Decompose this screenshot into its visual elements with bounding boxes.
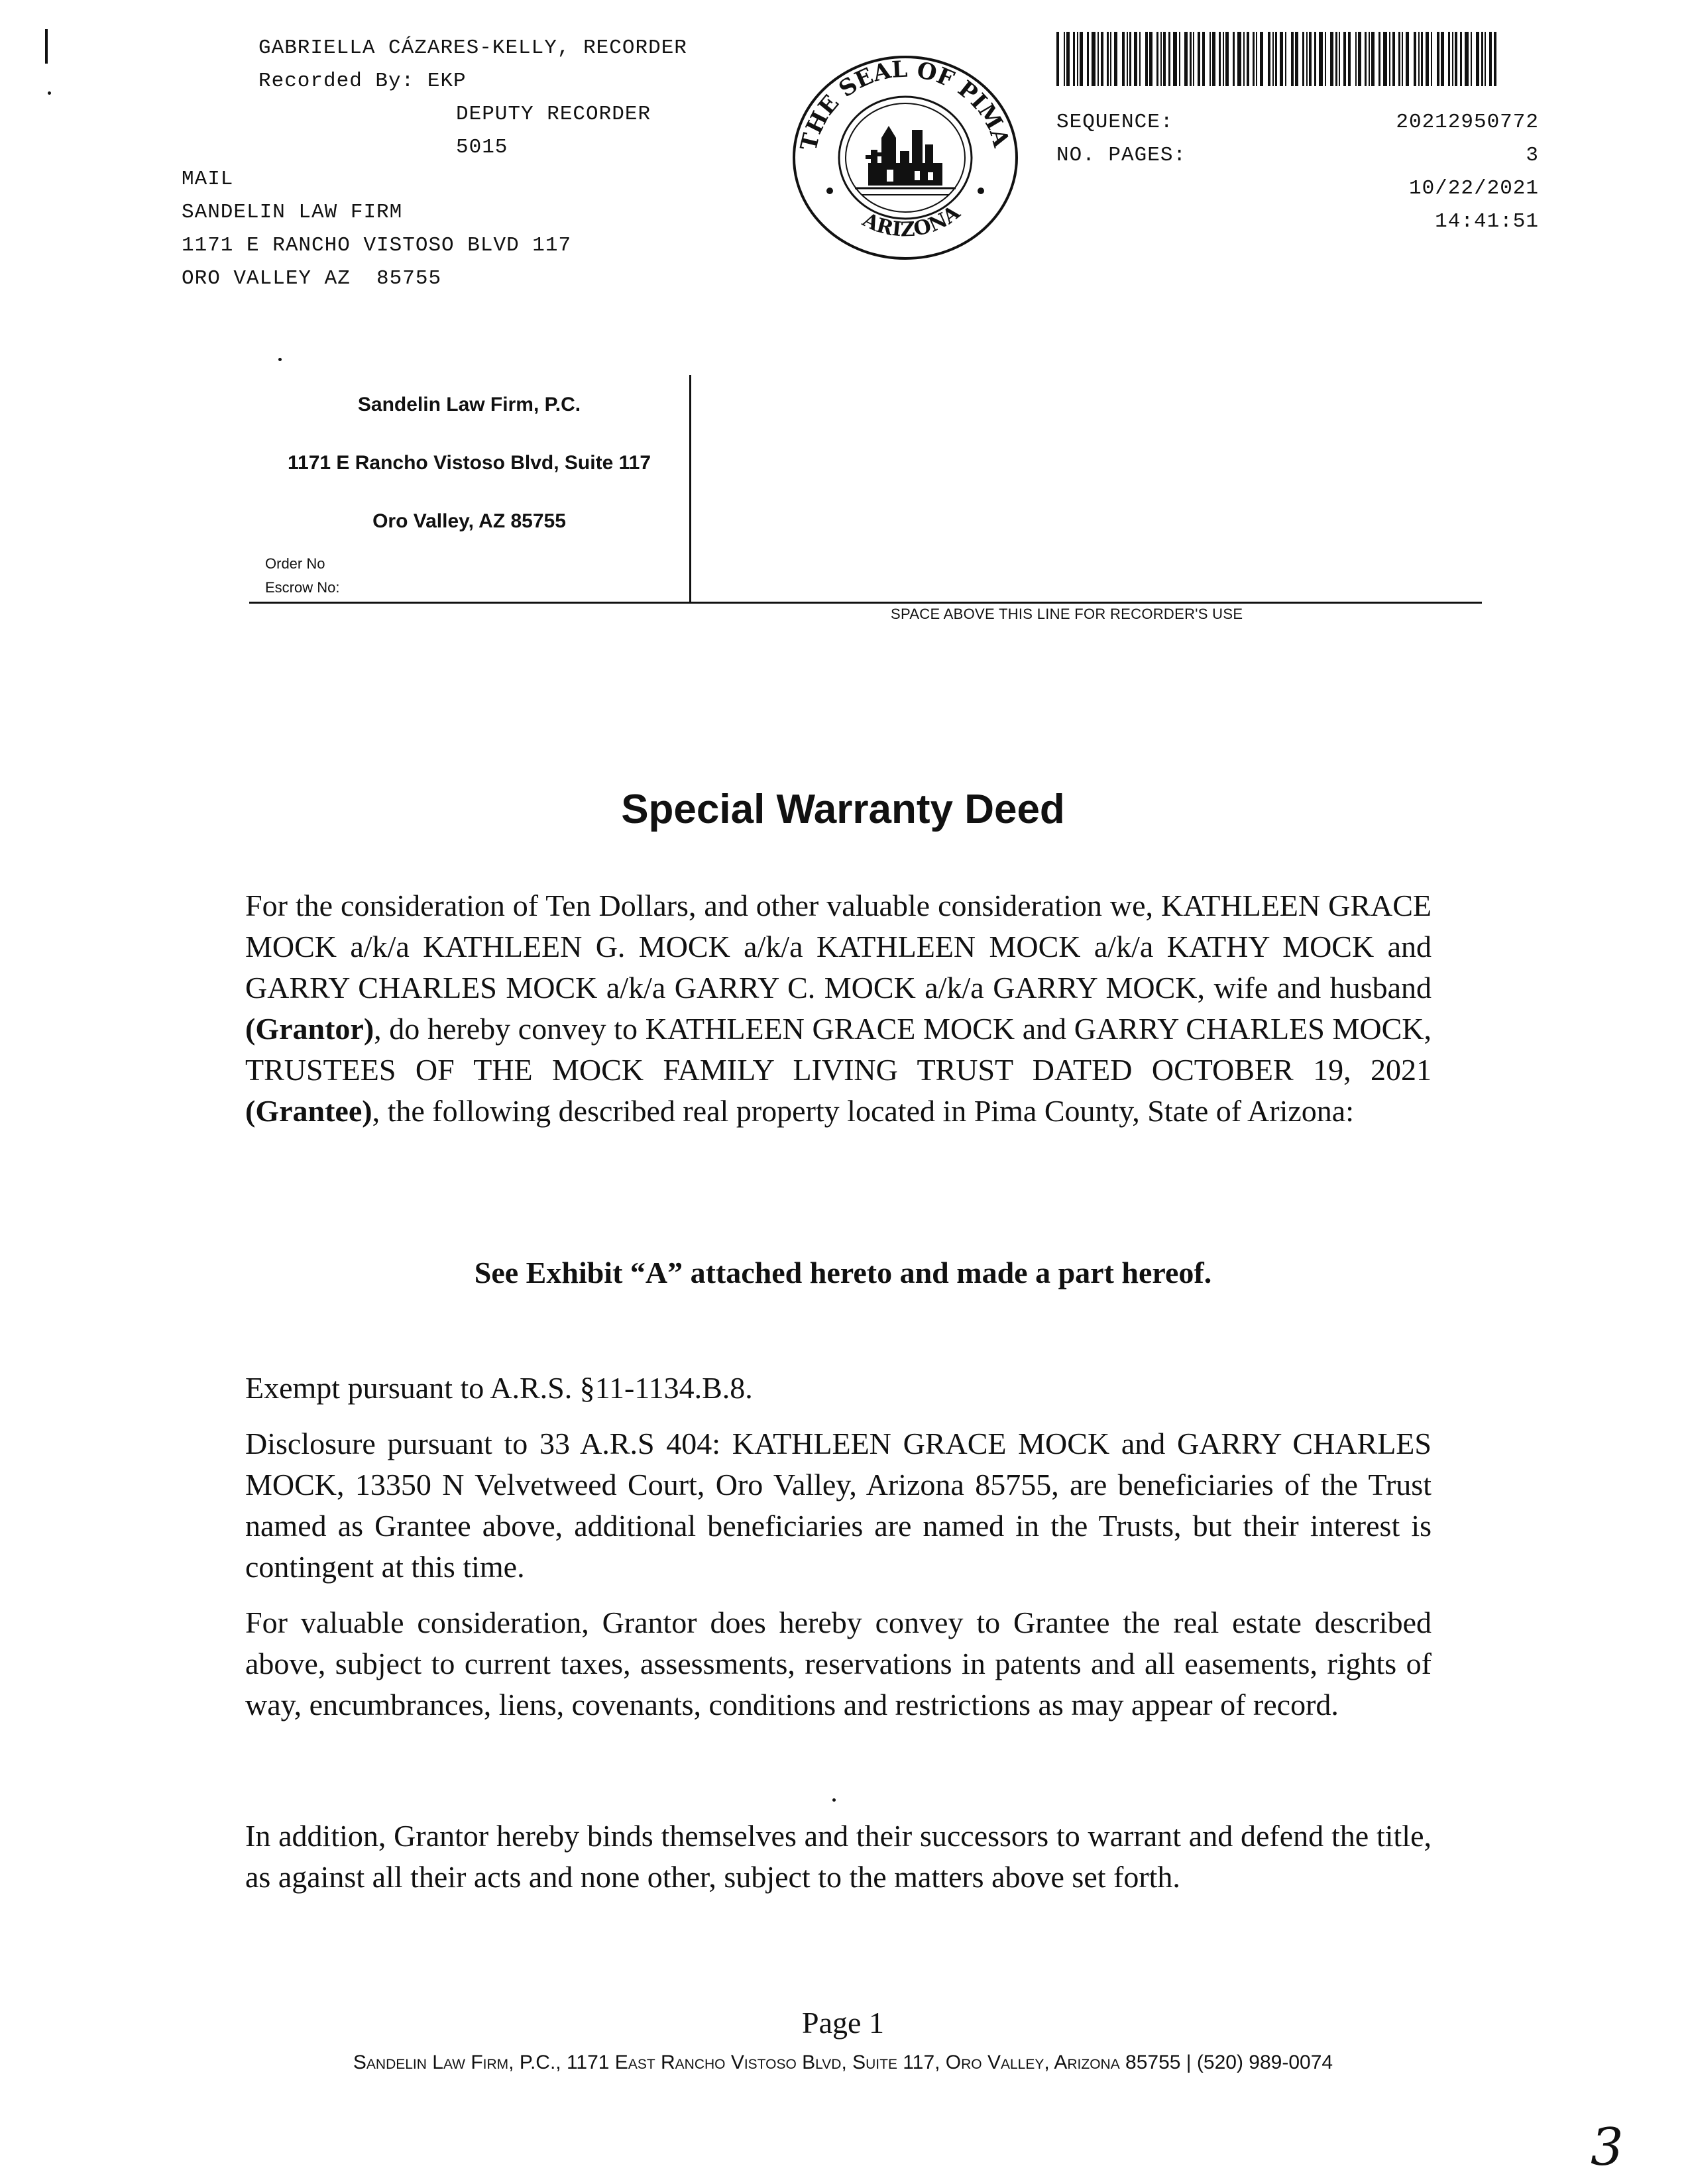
barcode-bar [1087, 32, 1089, 86]
barcode-icon [1056, 32, 1500, 86]
conveyance-paragraph [245, 885, 1432, 1132]
barcode-bar [1421, 32, 1423, 86]
barcode-bar [1465, 32, 1469, 86]
scan-dot [278, 358, 282, 361]
recording-labels [1056, 106, 1186, 172]
barcode-bar [1471, 32, 1472, 86]
barcode-bar [1066, 32, 1070, 86]
barcode-bar [1139, 32, 1141, 86]
barcode-bar [1110, 32, 1111, 86]
barcode-bar [1319, 32, 1323, 86]
barcode-bar [1233, 32, 1235, 86]
barcode-bar [1272, 32, 1274, 86]
para1-text-b: , do hereby convey to KATHLEEN GRACE MOCK and GARRY CHARLES MOCK, TRUSTEES OF THE MOCK FAMILY LIVING TRUST DATED OCTOBER 19, 2021 [245, 1012, 1432, 1087]
footer-firm-info: Sandelin Law Firm, P.C., 1171 East Rancho Vistoso Blvd, Suite 117, Oro Valley, Arizona 85755 | (520) 989-0074 [353, 2051, 1333, 2073]
recording-date: 10/22/2021 [1408, 177, 1539, 200]
barcode-bar [1335, 32, 1337, 86]
barcode-bar [1455, 32, 1457, 86]
mail-to-address [182, 163, 571, 296]
barcode-bar [1306, 32, 1308, 86]
recorder-use-note: SPACE ABOVE THIS LINE FOR RECORDER'S USE [891, 606, 1243, 622]
barcode-bar [1212, 32, 1215, 86]
barcode-bar [1156, 32, 1158, 86]
barcode-bar [1460, 32, 1462, 86]
barcode-bar [1369, 32, 1370, 86]
barcode-bar [1358, 32, 1361, 86]
exhibit-reference: See Exhibit “A” attached hereto and made a part hereof. [474, 1256, 1212, 1289]
barcode-bar [1398, 32, 1400, 86]
barcode-bar [1237, 32, 1241, 86]
barcode-bar [1247, 32, 1249, 86]
barcode-bar [1437, 32, 1439, 86]
page-number: Page 1 [802, 2006, 884, 2040]
barcode-bar [1219, 32, 1221, 86]
recorded-by: Recorded By: EKP [258, 70, 467, 93]
barcode-bar [1064, 32, 1065, 86]
barcode-bar [1448, 32, 1450, 86]
recording-values [1396, 106, 1539, 239]
recorder-use-rule [249, 602, 1482, 604]
barcode-bar [1426, 32, 1429, 86]
escrow-number-label: Escrow No: [265, 579, 340, 596]
barcode-bar [1145, 32, 1148, 86]
barcode-bar [1309, 32, 1312, 86]
barcode-bar [1193, 32, 1194, 86]
svg-text:ARIZONA: ARIZONA [859, 201, 965, 242]
barcode-bar [1402, 32, 1403, 86]
recorder-name: GABRIELLA CÁZARES-KELLY, RECORDER [258, 36, 687, 60]
barcode-bar [1389, 32, 1390, 86]
sequence-label: SEQUENCE: [1056, 111, 1174, 134]
barcode-bar [1202, 32, 1205, 86]
barcode-bar [1163, 32, 1166, 86]
grantor-term: (Grantor) [245, 1012, 374, 1046]
barcode-bar [1173, 32, 1177, 86]
barcode-bar [1256, 32, 1257, 86]
barcode-bar [1325, 32, 1326, 86]
barcode-bar [1414, 32, 1416, 86]
barcode-bar [1489, 32, 1492, 86]
barcode-bar [1243, 32, 1245, 86]
barcode-bar [1268, 32, 1270, 86]
exempt-paragraph: Exempt pursuant to A.R.S. §11-1134.B.8. [245, 1371, 753, 1405]
handwritten-page-mark: 3 [1591, 2118, 1624, 2177]
barcode-bar [1392, 32, 1395, 86]
barcode-bar [1056, 32, 1059, 86]
barcode-bar [1343, 32, 1346, 86]
return-firm: Sandelin Law Firm, P.C. [357, 394, 581, 415]
barcode-bar [1253, 32, 1255, 86]
barcode-bar [1441, 32, 1444, 86]
barcode-bar [1280, 32, 1283, 86]
barcode-bar [1302, 32, 1304, 86]
barcode-bar [1149, 32, 1152, 86]
barcode-bar [1080, 32, 1083, 86]
barcode-bar [1355, 32, 1357, 86]
document-title: Special Warranty Deed [621, 787, 1065, 832]
barcode-bar [1431, 32, 1432, 86]
barcode-bar [1314, 32, 1316, 86]
barcode-bar [1383, 32, 1387, 86]
disclosure-paragraph: Disclosure pursuant to 33 A.R.S 404: KATHLEEN GRACE MOCK and GARRY CHARLES MOCK, 13350 N Velvetweed Court, Oro Valley, Arizona 85755, are beneficiaries of the Trust named as Grantee above, additional beneficiaries are named in the Trusts, but their interest is contingent at this time. [245, 1427, 1432, 1584]
barcode-bar [1101, 32, 1103, 86]
barcode-bar [1378, 32, 1380, 86]
recorder-header [258, 32, 687, 164]
barcode-bar [1092, 32, 1096, 86]
return-street: 1171 E Rancho Vistoso Blvd, Suite 117 [287, 452, 651, 474]
return-city: Oro Valley, AZ 85755 [372, 510, 566, 532]
order-number-label: Order No [265, 555, 325, 572]
barcode-bar [1073, 32, 1075, 86]
county-seal-icon [789, 52, 1022, 264]
barcode-bar [1275, 32, 1277, 86]
pages-value: 3 [1526, 144, 1539, 167]
grantee-term: (Grantee) [245, 1094, 372, 1128]
barcode-bar [1485, 32, 1486, 86]
barcode-bar [1209, 32, 1211, 86]
barcode-bar [1160, 32, 1162, 86]
barcode-bar [1481, 32, 1483, 86]
barcode-bar [1129, 32, 1131, 86]
consideration-paragraph: For valuable consideration, Grantor does hereby convey to Grantee the real estate described above, subject to current taxes, assessments, reservations in patents and all easements, rights of way, encumbrances, liens, covenants, conditions and restrictions as may appear of record. [245, 1606, 1432, 1721]
barcode-bar [1339, 32, 1340, 86]
barcode-bar [1114, 32, 1117, 86]
scan-dot [48, 91, 51, 95]
sequence-value: 20212950772 [1396, 111, 1539, 134]
barcode-bar [1406, 32, 1409, 86]
svg-text:THE SEAL OF PIMA COUNTY: THE SEAL OF PIMA [795, 56, 1015, 154]
barcode-bar [1330, 32, 1333, 86]
barcode-bar [1285, 32, 1286, 86]
barcode-bar [1184, 32, 1188, 86]
mail-city: ORO VALLEY AZ 85755 [182, 267, 442, 290]
barcode-bar [1494, 32, 1496, 86]
scan-mark [45, 29, 48, 64]
barcode-bar [1418, 32, 1420, 86]
barcode-bar [1260, 32, 1263, 86]
barcode-bar [1077, 32, 1078, 86]
barcode-bar [1223, 32, 1224, 86]
barcode-bar [1476, 32, 1479, 86]
barcode-bar [1127, 32, 1128, 86]
barcode-bar [1295, 32, 1298, 86]
warranty-paragraph: In addition, Grantor hereby binds themselves and their successors to warrant and defend the title, as against all their acts and none other, subject to the matters above set forth. [245, 1819, 1432, 1894]
deputy-recorder: DEPUTY RECORDER [456, 103, 651, 126]
barcode-bar [1134, 32, 1137, 86]
mail-street: 1171 E RANCHO VISTOSO BLVD 117 [182, 234, 572, 257]
pages-label: NO. PAGES: [1056, 144, 1187, 167]
barcode-bar [1452, 32, 1453, 86]
mail-firm: SANDELIN LAW FIRM [182, 201, 403, 224]
para1-text-a: For the consideration of Ten Dollars, and other valuable consideration we, KATHLEEN GRACE MOCK a/k/a KATHLEEN G. MOCK a/k/a KATHLEEN MOCK a/k/a KATHY MOCK and GARRY CHARLES MOCK a/k/a GARRY C. MOCK a/k/a GARRY MOCK, wife and husband [245, 889, 1432, 1005]
recorder-code: 5015 [456, 136, 508, 159]
barcode-bar [1179, 32, 1180, 86]
barcode-bar [1168, 32, 1170, 86]
mail-label: MAIL [182, 168, 234, 191]
barcode-bar [1291, 32, 1294, 86]
barcode-bar [1371, 32, 1375, 86]
barcode-bar [1190, 32, 1192, 86]
recording-time: 14:41:51 [1435, 210, 1539, 233]
barcode-bar [1365, 32, 1367, 86]
barcode-bar [1225, 32, 1229, 86]
barcode-bar [1122, 32, 1125, 86]
para1-text-c: , the following described real property located in Pima County, State of Arizona: [372, 1094, 1354, 1128]
scan-dot [832, 1798, 836, 1802]
barcode-bar [1198, 32, 1200, 86]
barcode-bar [1097, 32, 1099, 86]
barcode-bar [1348, 32, 1351, 86]
return-address-box [249, 375, 691, 603]
barcode-bar [1107, 32, 1109, 86]
